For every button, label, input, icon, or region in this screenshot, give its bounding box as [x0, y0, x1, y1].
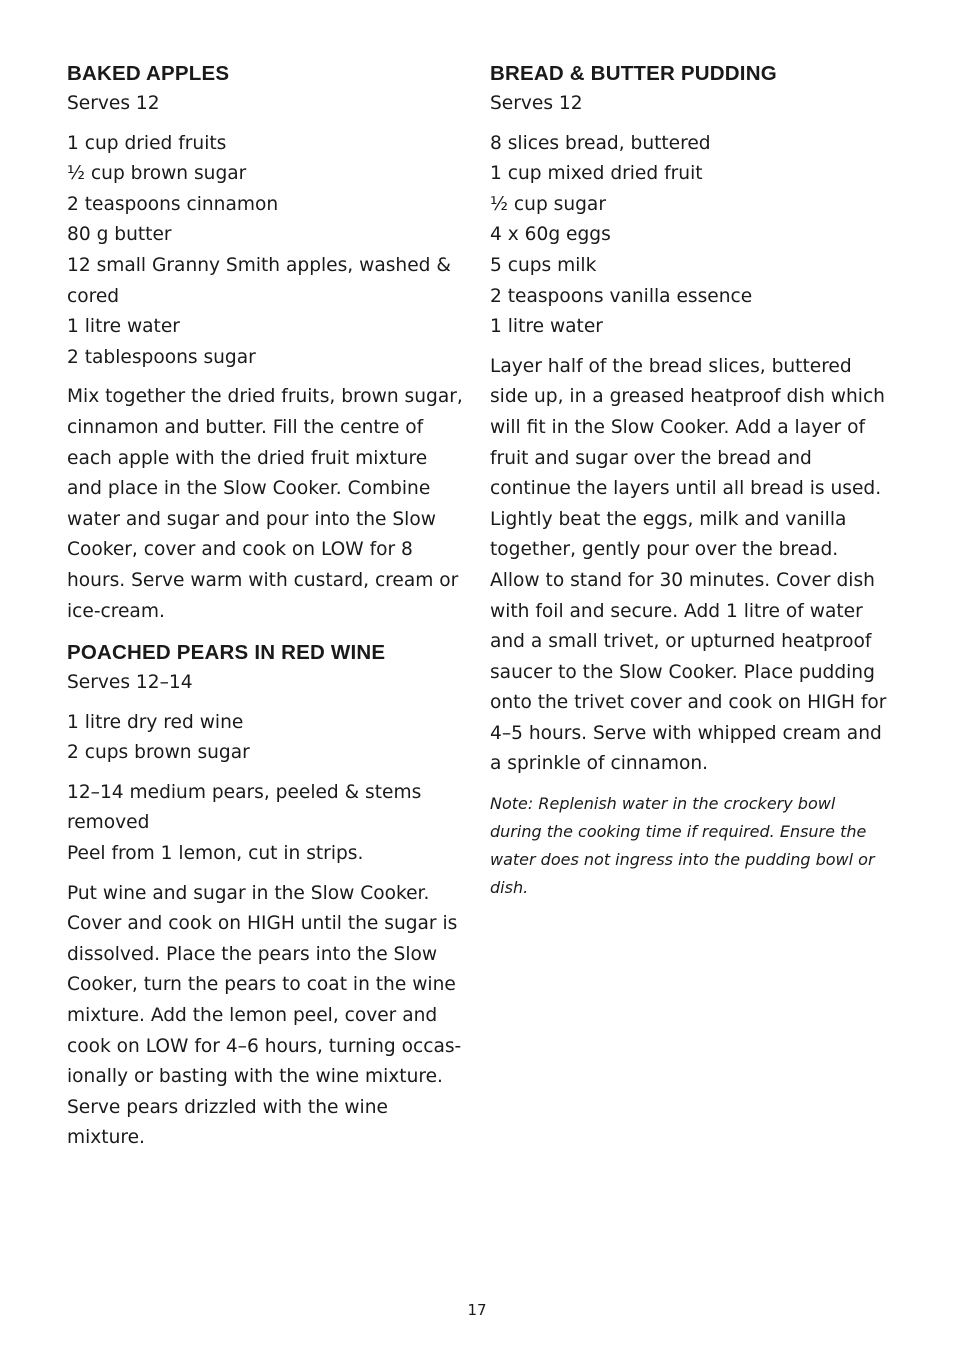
- ingredient-item: 2 cups brown sugar: [67, 742, 250, 764]
- recipe-title: BAKED APPLES: [67, 62, 230, 85]
- ingredient-item: 4 x 60g eggs: [490, 224, 611, 246]
- recipe-serves: Serves 12: [490, 93, 583, 114]
- ingredient-item: 1 litre water: [67, 316, 180, 338]
- recipe-method: Mix together the dried fruits, brown sugar, cinnamon and butter. Fill the centre of each apple with the dried fruit mixture and place in the Slow Cooker. Combine water and sugar and pour into the Slow Cooker, cover and cook on LOW for 8 hours. Serve warm with custard, cream or ice-cream.: [67, 386, 463, 622]
- page-number: 17: [467, 1301, 487, 1319]
- recipe-serves: Serves 12: [67, 93, 160, 114]
- ingredient-item: Peel from 1 lemon, cut in strips.: [67, 843, 364, 865]
- ingredient-item: 2 tablespoons sugar: [67, 346, 256, 368]
- ingredient-item: 12 small Granny Smith apples, washed & cored: [67, 254, 451, 307]
- ingredient-item: 80 g butter: [67, 224, 172, 246]
- ingredient-item: 1 cup mixed dried fruit: [490, 163, 703, 185]
- ingredient-list: [67, 778, 467, 870]
- recipe-note: Note: Replenish water in the crockery bowl during the cooking time if required. Ensure the water does not ingress into the pudding bowl or dish.: [490, 794, 875, 898]
- ingredient-list: [67, 129, 467, 374]
- ingredient-item: 5 cups milk: [490, 254, 597, 276]
- ingredient-item: 12–14 medium pears, peeled & stems removed: [67, 781, 422, 834]
- recipe-title: BREAD & BUTTER PUDDING: [490, 62, 777, 85]
- recipe-title: POACHED PEARS IN RED WINE: [67, 641, 386, 665]
- ingredient-item: ½ cup sugar: [490, 193, 606, 215]
- recipe-poached-pears: [67, 637, 467, 1154]
- recipe-method: Layer half of the bread slices, buttered side up, in a greased heatproof dish which will fit in the Slow Cooker. Add a layer of fruit and sugar over the bread and continue the layers until all bread is used. Lightly beat the eggs, milk and vanilla together, gently pour over the bread. Allow to stand for 30 minutes. Cover dish with foil and secure. Add 1 litre of water and a small trivet, or upturned heatproof saucer to the Slow Cooker. Place pudding onto the trivet cover and cook on HIGH for 4–5 hours. Serve with whipped cream and a sprinkle of cinnamon.: [490, 355, 887, 775]
- ingredient-list: [67, 708, 467, 769]
- recipe-method: Put wine and sugar in the Slow Cooker. Cover and cook on HIGH until the sugar is dissolved. Place the pears into the Slow Cooker, turn the pears to coat in the wine mixture. Add the lemon peel, cover and cook on LOW for 4–6 hours, turning occas-ionally or basting with the wine mixture. Serve pears drizzled with the wine mixture.: [67, 882, 462, 1149]
- recipe-serves: Serves 12–14: [67, 672, 193, 694]
- ingredient-item: 8 slices bread, buttered: [490, 132, 711, 154]
- ingredient-item: 1 litre dry red wine: [67, 711, 244, 733]
- right-column: [490, 58, 890, 902]
- ingredient-item: 1 litre water: [490, 316, 603, 338]
- left-column: [67, 58, 467, 1164]
- recipe-baked-apples: [67, 58, 467, 627]
- ingredient-item: 2 teaspoons vanilla essence: [490, 285, 753, 307]
- ingredient-item: 1 cup dried fruits: [67, 132, 227, 154]
- ingredient-item: ½ cup brown sugar: [67, 163, 247, 185]
- ingredient-list: [490, 129, 890, 343]
- ingredient-item: 2 teaspoons cinnamon: [67, 193, 279, 215]
- recipe-bread-butter-pudding: [490, 58, 890, 902]
